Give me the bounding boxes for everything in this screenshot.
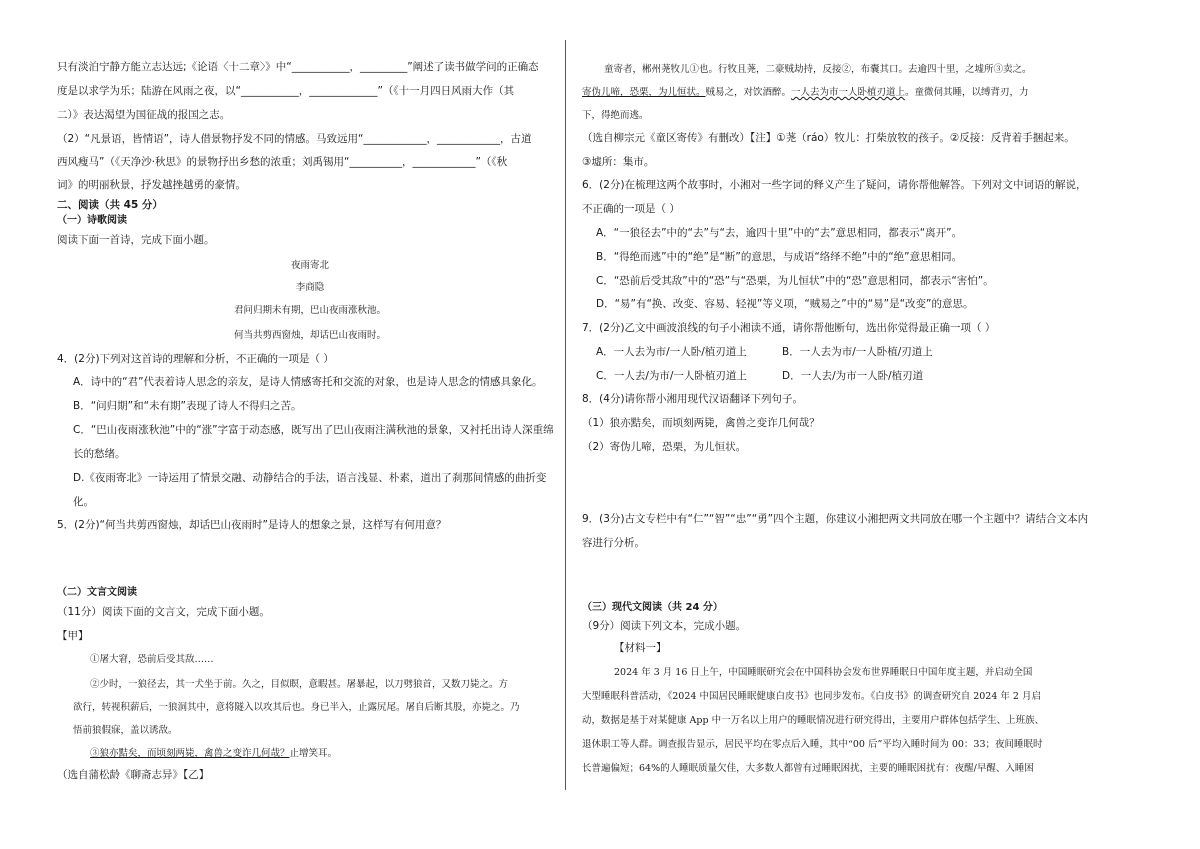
q9-stem-line-2: 容进行分析。 [582, 537, 645, 549]
q7-stem: 7．(2分)乙文中画波浪线的句子小湘读不通，请你帮他断句，选出你觉得最正确一项（ ） [582, 322, 996, 334]
column-divider [565, 40, 566, 790]
jia-para-2-line-2: 欲行，转视积薪后，一狼洞其中，意将隧入以攻其后也。身已半入，止露尻尾。屠自后断其股，亦毙之。乃 [73, 702, 520, 713]
yi-line-3: 下，得绝而逃。 [582, 110, 649, 121]
q2-line-2: 西风瘦马”（《天净沙·秋思》的景物抒出乡愁的浓重；刘禹锡用“__________，____________”（《秋 [57, 156, 508, 168]
poem-line-2: 何当共剪西窗烛，却话巴山夜雨时。 [233, 330, 386, 341]
jia-para-1: ①屠大窘，恐前后受其敌…… [90, 654, 214, 665]
poem-line-1: 君问归期未有期，巴山夜雨涨秋池。 [233, 305, 386, 316]
q4-option-d-cont: 化。 [73, 496, 94, 508]
material-1-line-1: 2024 年 3 月 16 日上午，中国睡眠研究会在中国科协会发布世界睡眠日中国年度主题，并启动全国 [614, 667, 1033, 678]
q6-stem-line-1: 6．(2分)在梳理这两个故事时，小湘对一些字词的释义产生了疑问，请你帮他解答。下列对文中词语的解说， [582, 179, 1087, 191]
q1-line-1: 只有淡泊宁静方能立志达远;《论语〈十二章〉》中“___________，_________”阐述了读书做学问的正确态 [57, 61, 539, 73]
q4-option-a: A．诗中的“君”代表着诗人思念的亲友，是诗人情感寄托和交流的对象，也是诗人思念的情感具象化。 [73, 376, 543, 388]
q8-stem: 8．(4分)请你帮小湘用现代汉语翻译下列句子。 [582, 393, 804, 405]
jia-para-3-rest: 止增笑耳。 [289, 748, 338, 759]
q1-line-2: 度是以求学为乐；陆游在风雨之夜，以“___________，_____________”（《十一月四日风雨大作（其 [57, 85, 515, 97]
modern-instruction: （9分）阅读下列文本，完成小题。 [582, 620, 747, 632]
yi-source-line-1: （选自柳宗元《童区寄传》有删改）【注】①荛（ráo）牧儿：打柴放牧的孩子。②反接：反背着手捆起来。 [582, 132, 1075, 144]
modern-section-title: （三）现代文阅读（共 24 分） [582, 602, 723, 613]
q2-line-3: 词》的明丽秋景，抒发越挫越勇的豪情。 [57, 179, 246, 191]
yi-line-2 [582, 85, 1029, 100]
classical-instruction: （11分）阅读下面的文言文，完成下面小题。 [57, 606, 270, 618]
classical-section-title: （二）文言文阅读 [57, 587, 137, 598]
q7-option-a: A．一人去为市/一人卧/植刃道上 [596, 346, 747, 358]
yi-source-line-2: ③墟所：集市。 [582, 156, 655, 168]
q4-option-c-cont: 长的愁绪。 [73, 448, 126, 460]
q7-option-c: C．一人去/为市/一人卧植刃道上 [596, 370, 747, 382]
q7-option-b: B．一人去为市/一人卧植/刃道上 [782, 346, 933, 358]
jia-source: （选自蒲松龄《聊斋志异》【乙】 [57, 769, 210, 781]
yi-wavy-sentence: 一人去为市一人卧植刃道上 [791, 87, 906, 98]
q5-stem: 5．(2分)“何当共剪西窗烛，却话巴山夜雨时”是诗人的想象之景，这样写有何用意？ [57, 519, 447, 531]
poem-instruction: 阅读下面一首诗，完成下面小题。 [57, 234, 215, 246]
material-1-line-3: 动，数据是基于对某健康 App 中一万名以上用户的睡眠情况进行研究得出，主要用户群体包括学生、上班族、 [582, 715, 1045, 726]
q8-item-1: （1）狼亦黠矣，而顷刻两毙，禽兽之变诈几何哉？ [582, 417, 820, 429]
q8-item-2: （2）寄伪儿啼，恐栗，为儿恒状。 [582, 441, 747, 453]
material-1-line-5: 长普遍偏短；64%的人睡眠质量欠佳，大多数人都曾有过睡眠困扰，主要的睡眠困扰有：夜醒/早醒、入睡困 [582, 763, 1034, 774]
jia-para-3-underlined: ③狼亦黠矣，而顷刻两毙，禽兽之变诈几何哉？ [90, 748, 290, 759]
jia-para-2-line-3: 悟前狼假寐，盖以诱敌。 [73, 725, 178, 736]
yi-end-text: 。童微伺其睡，以缚背刃，力 [905, 87, 1029, 98]
yi-line-1: 童寄者，郴州荛牧儿①也。行牧且荛，二豪贼劫持，反接②，布囊其口。去逾四十里，之墟所③卖之。 [604, 64, 1032, 75]
jia-para-3 [90, 746, 337, 761]
q6-stem-line-2: 不正确的一项是（ ） [582, 203, 680, 215]
yi-mid-text: 贼易之，对饮酒醉。 [705, 87, 792, 98]
material-1-label: 【材料一】 [614, 642, 667, 654]
q6-option-a: A．“一狼径去”中的“去”与“去，逾四十里”中的“去”意思相同，都表示“离开”。 [596, 227, 963, 239]
q2-line-1: （2）“凡景语，皆情语”，诗人借景物抒发不同的情感。马致远用“____________，____________，古道 [57, 133, 532, 145]
q6-option-b: B．“得绝而逃”中的“绝”是“断”的意思，与成语“络绎不绝”中的“绝”意思相同。 [596, 251, 963, 263]
poem-title: 夜雨寄北 [290, 260, 329, 271]
q1-line-3: 二）》表达渴望为国征战的报国之志。 [57, 109, 231, 121]
yi-underlined-a: 寄伪儿啼，恐栗，为儿恒状。 [582, 87, 706, 98]
material-1-line-2: 大型睡眠科普活动，《2024 中国居民睡眠健康白皮书》也同步发布。《白皮书》的调查研究自 2024 年 2 月启 [582, 691, 1041, 702]
q6-option-d: D．“易”有“换、改变、容易、轻视”等义项，“贼易之”中的“易”是“改变”的意思。 [596, 298, 974, 310]
q4-stem: 4．(2分)下列对这首诗的理解和分析，不正确的一项是（ ） [57, 353, 334, 365]
q4-option-d: D.《夜雨寄北》一诗运用了情景交融、动静结合的手法，语言浅显、朴素，道出了刹那间情感的曲折变 [73, 472, 547, 484]
material-1-line-4: 退休职工等人群。调查报告显示，居民平均在零点后入睡，其中“00 后”平均入睡时间为 00：33；夜间睡眠时 [582, 739, 1043, 750]
text-jia-label: 【甲】 [57, 630, 89, 642]
q7-option-d: D．一人去/为市一人卧/植刃道 [782, 370, 924, 382]
q4-option-b: B．“问归期”和“未有期”表现了诗人不得归之苦。 [73, 400, 302, 412]
q9-stem-line-1: 9．(3分)古文专栏中有“仁”“智”“忠”“勇”四个主题，你建议小湘把两文共同放在哪一个主题中？请结合文本内 [582, 513, 1089, 525]
q6-option-c: C．“恐前后受其敌”中的“恐”与“恐栗，为儿恒状”中的“恐”意思相同，都表示“害怕”。 [596, 275, 994, 287]
q4-option-c: C．“巴山夜雨涨秋池”中的“涨”字富于动态感，既写出了巴山夜雨注满秋池的景象，又衬托出诗人深重绵 [73, 424, 554, 436]
poem-section-title: （一）诗歌阅读 [57, 215, 127, 226]
poem-author: 李商隐 [295, 282, 325, 293]
section-reading-title: 二、阅读（共 45 分） [57, 199, 163, 211]
jia-para-2-line-1: ②少时，一狼径去，其一犬坐于前。久之，目似瞑，意暇甚。屠暴起，以刀劈狼首，又数刀毙之。方 [90, 679, 509, 690]
